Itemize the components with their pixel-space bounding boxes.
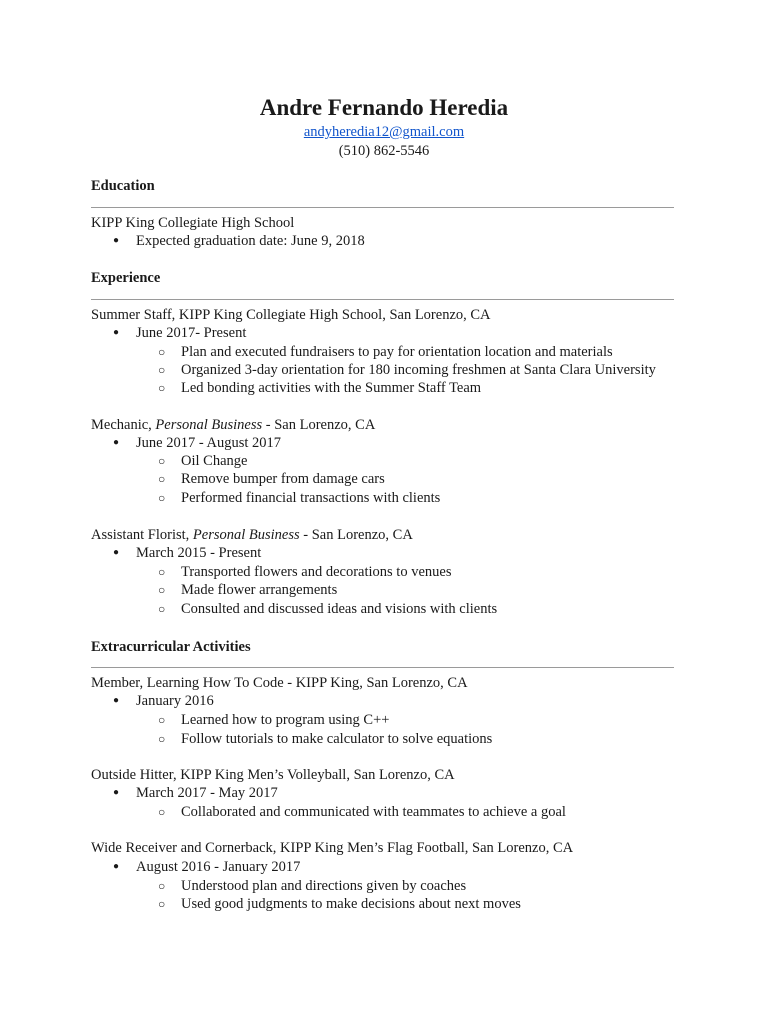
bullet-filled: ● [113, 327, 120, 338]
job-detail: Led bonding activities with the Summer Staff Team [181, 380, 482, 396]
job-title-suffix: - San Lorenzo, CA [299, 527, 413, 543]
job-title [91, 526, 413, 544]
activity-date: March 2017 - May 2017 [136, 785, 278, 801]
job-date: March 2015 - Present [136, 545, 262, 561]
job-title: Summer Staff, KIPP King Collegiate High School, San Lorenzo, CA [91, 307, 491, 323]
activity-detail: Follow tutorials to make calculator to solve equations [181, 731, 493, 747]
bullet-filled: ● [113, 861, 120, 872]
section-heading-experience: Experience [91, 270, 161, 286]
activity-date: January 2016 [136, 693, 214, 709]
bullet-filled: ● [113, 235, 120, 246]
phone-number: (510) 862-5546 [338, 143, 430, 159]
job-title-employer: Personal Business [192, 527, 300, 543]
resume-header [0, 94, 768, 160]
bullet-filled: ● [113, 547, 120, 558]
bullet-hollow: ○ [158, 472, 166, 486]
job-title [91, 416, 375, 434]
section-divider [91, 207, 674, 208]
job-title-prefix: Mechanic, [91, 417, 156, 433]
job-detail: Remove bumper from damage cars [181, 471, 385, 487]
education-item: Expected graduation date: June 9, 2018 [136, 233, 365, 249]
activity-title: Member, Learning How To Code - KIPP King, San Lorenzo, CA [91, 675, 468, 691]
job-detail: Consulted and discussed ideas and visions with clients [181, 601, 498, 617]
activity-detail: Understood plan and directions given by coaches [181, 878, 467, 894]
job-date: June 2017- Present [136, 325, 247, 341]
activity-title: Outside Hitter, KIPP King Men’s Volleyball, San Lorenzo, CA [91, 767, 455, 783]
job-detail: Oil Change [181, 453, 248, 469]
job-detail: Plan and executed fundraisers to pay for orientation location and materials [181, 344, 613, 360]
activity-detail: Collaborated and communicated with teammates to achieve a goal [181, 804, 566, 820]
job-title-employer: Personal Business [155, 417, 263, 433]
activity-detail: Used good judgments to make decisions about next moves [181, 896, 521, 912]
activity-title: Wide Receiver and Cornerback, KIPP King Men’s Flag Football, San Lorenzo, CA [91, 840, 574, 856]
bullet-hollow: ○ [158, 565, 166, 579]
bullet-hollow: ○ [158, 381, 166, 395]
section-divider [91, 667, 674, 668]
bullet-hollow: ○ [158, 454, 166, 468]
bullet-filled: ● [113, 787, 120, 798]
applicant-name: Andre Fernando Heredia [259, 95, 509, 120]
job-title-prefix: Assistant Florist, [91, 527, 193, 543]
section-divider [91, 299, 674, 300]
activity-date: August 2016 - January 2017 [136, 859, 301, 875]
bullet-hollow: ○ [158, 345, 166, 359]
bullet-hollow: ○ [158, 491, 166, 505]
job-title-suffix: - San Lorenzo, CA [262, 417, 376, 433]
bullet-hollow: ○ [158, 583, 166, 597]
section-heading-extracurricular: Extracurricular Activities [91, 639, 251, 655]
job-detail: Organized 3-day orientation for 180 incoming freshmen at Santa Clara University [181, 362, 656, 378]
bullet-hollow: ○ [158, 363, 166, 377]
email-link[interactable]: andyheredia12@gmail.com [303, 124, 465, 140]
section-heading-education: Education [91, 178, 155, 194]
bullet-hollow: ○ [158, 713, 166, 727]
job-detail: Performed financial transactions with clients [181, 490, 441, 506]
job-detail: Transported flowers and decorations to venues [181, 564, 452, 580]
school-name: KIPP King Collegiate High School [91, 215, 295, 231]
bullet-hollow: ○ [158, 602, 166, 616]
job-date: June 2017 - August 2017 [136, 435, 281, 451]
bullet-filled: ● [113, 695, 120, 706]
bullet-filled: ● [113, 437, 120, 448]
activity-detail: Learned how to program using C++ [181, 712, 390, 728]
job-detail: Made flower arrangements [181, 582, 338, 598]
bullet-hollow: ○ [158, 897, 166, 911]
bullet-hollow: ○ [158, 732, 166, 746]
bullet-hollow: ○ [158, 879, 166, 893]
bullet-hollow: ○ [158, 805, 166, 819]
